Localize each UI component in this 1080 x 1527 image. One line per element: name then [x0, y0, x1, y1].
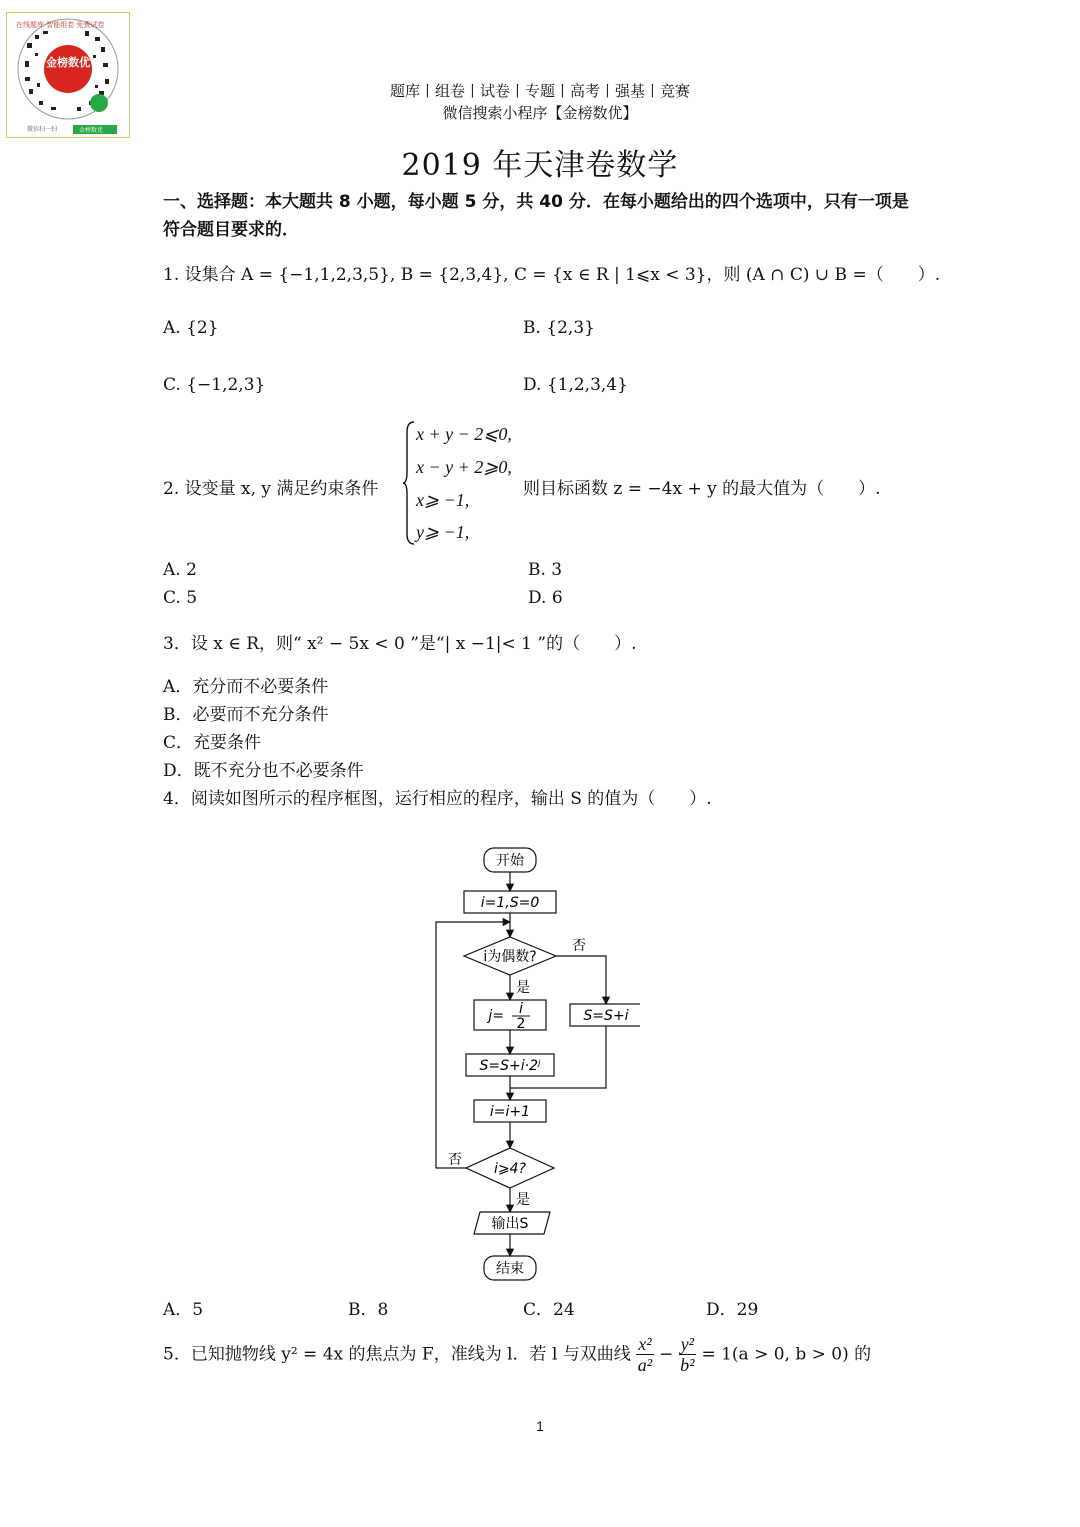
- question-5-suffix: = 1(a > 0, b > 0) 的: [701, 1344, 872, 1365]
- question-3-option-b: B．必要而不充分条件: [163, 705, 329, 725]
- flow-update-even-label: S=S+i·2ʲ: [479, 1058, 541, 1074]
- frac-x-den: a²: [637, 1355, 653, 1375]
- flow-assign-j-node: [474, 1000, 546, 1030]
- question-3-option-a: A．充分而不必要条件: [163, 677, 329, 697]
- flow-yes2-label: 是: [516, 1192, 530, 1208]
- question-5-prefix: 5．已知抛物线 y² = 4x 的焦点为 F，准线为 l．若 l 与双曲线: [163, 1344, 631, 1365]
- question-3-option-d: D．既不充分也不必要条件: [163, 761, 364, 781]
- frac-y-den: b²: [680, 1355, 695, 1375]
- question-2-option-a: A. 2: [163, 560, 197, 580]
- header-search-line: 微信搜索小程序【金榜数优】: [442, 104, 638, 122]
- hyperbola-frac-x: [636, 1334, 653, 1375]
- flow-no2-label: 否: [448, 1152, 462, 1168]
- frac-x-num: x²: [638, 1334, 652, 1354]
- flow-output-label: 输出S: [491, 1216, 529, 1232]
- qr-center-label: 金榜数优: [46, 56, 90, 69]
- flow-assign-j-label: j=: [488, 1008, 504, 1024]
- question-1-stem: 1. 设集合 A = {−1,1,2,3,5}, B = {2,3,4}, C = {x ∈ R | 1⩽x < 3}，则 (A ∩ C) ∪ B =（ ）.: [163, 265, 941, 285]
- question-4-option-a: A．5: [163, 1300, 204, 1320]
- question-4-option-b: B．8: [348, 1300, 389, 1320]
- frac-y-num: y²: [680, 1334, 695, 1354]
- flow-init-label: i=1,S=0: [480, 895, 540, 911]
- flow-increment-label: i=i+1: [489, 1104, 531, 1120]
- flow-frac-num: i: [519, 1001, 523, 1017]
- question-2-option-c: C. 5: [163, 588, 198, 608]
- question-2-option-d: D. 6: [528, 588, 563, 608]
- flow-yes1-label: 是: [516, 980, 530, 996]
- question-1-option-b: B. {2,3}: [523, 318, 595, 338]
- question-4-option-d: D．29: [706, 1300, 759, 1320]
- flow-cond2-label: i⩾4?: [494, 1161, 526, 1177]
- question-5-stem: [163, 1334, 871, 1375]
- question-1-option-d: D. {1,2,3,4}: [523, 375, 628, 395]
- hyperbola-frac-y: [679, 1334, 696, 1375]
- qr-scan-label: 微信扫一扫: [27, 126, 58, 133]
- flow-update-odd-label: S=S+i: [583, 1008, 629, 1024]
- header-nav-line: 题库丨组卷丨试卷丨专题丨高考丨强基丨竞赛: [389, 82, 690, 100]
- page-title: 2019 年天津卷数学: [401, 148, 679, 183]
- qr-brand-label: 金榜数优: [79, 127, 104, 134]
- section-heading: 一、选择题：本大题共 8 小题，每小题 5 分，共 40 分．在每小题给出的四个选项中，只有一项是符合题目要求的．: [163, 192, 909, 240]
- question-2-stem-suffix: 则目标函数 z = −4x + y 的最大值为（ ）.: [523, 479, 881, 499]
- question-3-stem: 3．设 x ∈ R，则“ x² − 5x < 0 ”是“| x −1|< 1 ”的（ ）.: [163, 634, 637, 654]
- question-2-option-b: B. 3: [528, 560, 563, 580]
- question-1-option-c: C. {−1,2,3}: [163, 375, 266, 395]
- constraint-3: x⩾ −1,: [416, 490, 470, 510]
- qr-ring-text: 在线题库 智能组卷 免费试卷: [16, 21, 105, 29]
- question-2-stem-prefix: 2. 设变量 x, y 满足约束条件: [163, 479, 379, 499]
- question-1-option-a: A. {2}: [163, 318, 219, 338]
- frac-minus: −: [659, 1344, 674, 1365]
- flow-no1-label: 否: [572, 938, 586, 954]
- constraint-brace: [402, 420, 416, 546]
- flow-start-label: 开始: [496, 853, 524, 869]
- page-number: 1: [536, 1418, 544, 1434]
- constraint-4: y⩾ −1,: [416, 522, 470, 542]
- flow-frac-den: 2: [516, 1016, 526, 1032]
- question-3-option-c: C．充要条件: [163, 733, 262, 753]
- constraint-1: x + y − 2⩽0,: [416, 424, 512, 444]
- constraint-2: x − y + 2⩾0,: [416, 457, 512, 477]
- flow-end-label: 结束: [496, 1261, 524, 1277]
- question-4-stem: 4．阅读如图所示的程序框图，运行相应的程序，输出 S 的值为（ ）.: [163, 789, 712, 809]
- flow-cond1-label: i为偶数?: [483, 949, 537, 965]
- question-4-option-c: C．24: [523, 1300, 575, 1320]
- flowchart: [420, 842, 640, 1288]
